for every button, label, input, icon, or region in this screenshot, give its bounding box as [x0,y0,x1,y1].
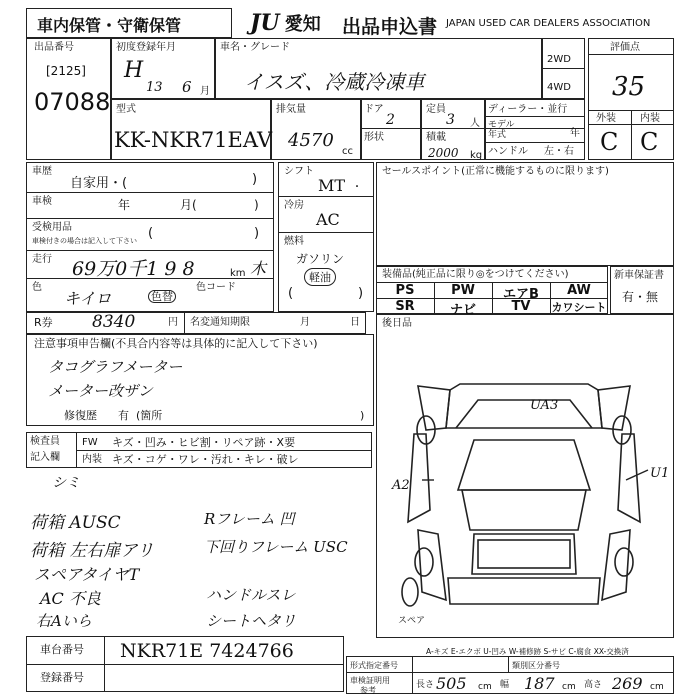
color-label: 色 [32,282,42,293]
shift-label: シフト [284,166,314,177]
handle-label: ハンドル [488,146,528,157]
logo [250,10,321,36]
handle-options: 左・右 [544,146,574,157]
notes-line1: タコグラフメーター [48,358,183,376]
registration-label: 初度登録年月 [116,42,176,53]
model-value: KK-NKR71EAV [114,128,273,152]
registration-month-unit: 月 [200,86,210,97]
remark-left-3: スペアタイヤT [34,565,140,584]
grade-label: 評価点 [610,42,640,53]
remark-right-3: ハンドルスレ [206,586,296,604]
grade-ext-label: 外装 [596,113,616,124]
dim-hei-unit: cm [650,682,664,692]
equipment-navi: ナビ [449,303,476,318]
grade-int-value: C [640,128,659,156]
fuel-open: ( [288,286,294,301]
registration-era: H [124,58,144,83]
warranty-label: 受検用品 [32,222,72,233]
drive-2wd: 2WD [547,54,571,65]
equipment-label: 装備品(純正品に限り◎をつけてください) [382,269,569,280]
inspection-month: 月( [180,198,197,212]
shift-dot: ・ [352,182,362,193]
inspector-extra: シミ [52,475,80,491]
repair-detail: (箇所 [136,409,163,422]
displacement-value: 4570 [288,130,334,151]
equipment-ps: PS [395,283,415,298]
capacity-unit: 人 [470,118,480,129]
damage-legend: A-キズ E-エクボ U-凹み W-補修跡 S-サビ C-腐食 XX-交換済 [426,647,629,656]
dim-label1: 形式指定番号 [350,661,398,670]
inspector-row2-label: 内装 [82,454,102,465]
storage-label: 車内保管・守衛保管 [37,16,182,35]
new-warranty-label: 新車保証書 [614,270,664,281]
dim-len-label: 長さ [416,680,435,690]
warranty-sub: 車検付きの場合は記入して下さい [32,237,137,245]
dim-hei-label: 高さ [584,680,603,690]
dim-label2: 類別区分番号 [512,661,560,670]
remark-left-1: 荷箱 AUSC [30,513,121,533]
repair-close: ) [360,409,365,422]
name-label: 車名・グレード [220,42,290,53]
equipment-aw: AW [567,283,591,298]
aircon-value: AC [316,210,340,229]
mileage-value: 69万0千1 9 8 [72,258,195,280]
equipment-airbag: エアB [503,287,539,302]
inspector-row1-items: キズ・凹み・ヒビ割・リペア跡・X要 [112,436,296,449]
repair-label: 修復歴 [64,409,97,422]
doc-expiry-month: 月 [300,317,310,328]
displacement-unit: cc [342,146,353,157]
rear-items-label: 後日品 [382,318,412,329]
car-name: イスズ、冷蔵冷凍車 [244,70,425,94]
model-year-label1: モデル [488,120,515,130]
inspection-label: 車検 [32,196,52,207]
lot-bracket: [2125] [46,64,86,78]
doc-expiry-day: 日 [350,317,360,328]
recycle-label: R券 [34,316,53,329]
doors-value: 2 [386,112,395,128]
mileage-note: 木 [250,259,267,278]
dim-wid: 187 [524,674,555,693]
grade-int-label: 内装 [640,113,660,124]
dim-len: 505 [436,674,467,693]
dim-hei: 269 [612,674,643,693]
car-damage-diagram [378,330,674,630]
color-code-label: 色コード [196,282,236,293]
dim-label3: 車検証明用 [350,676,390,685]
inspector-label1: 検査員 [30,436,60,447]
model-year-label2: 年式 [488,130,507,140]
repair-value: 有 [118,409,129,422]
sales-point-box [376,162,674,266]
inspection-year: 年 [118,198,131,212]
logo-region: 愛知 [284,14,321,35]
recycle-value: 8340 [92,312,136,332]
warranty-open: ( [148,226,154,241]
model-label: 型式 [116,104,136,115]
dim-wid-label: 幅 [500,680,510,690]
fuel-label: 燃料 [284,236,304,247]
sales-point-label: セールスポイント(正常に機能するものに限ります) [382,166,609,177]
inspection-close: ) [254,198,259,212]
grade-value: 35 [612,72,646,102]
remark-left-2: 荷箱 左右扉アリ [30,541,154,561]
logo-mark: JU [250,10,280,36]
registration-year: 13 [146,80,163,95]
color-value: キイロ [64,289,112,308]
form-title: 出品申込書 [342,16,438,38]
lot-label: 出品番号 [34,42,74,53]
chassis-label: 車台番号 [40,643,84,656]
history-label: 車歴 [32,166,52,177]
remark-left-4: AC 不良 [40,589,101,608]
equipment-pw: PW [451,283,475,298]
doors-label: ドア [364,104,384,115]
plate-label: 登録番号 [40,671,84,684]
dim-label4: 参考 [360,686,376,695]
dim-len-unit: cm [478,682,492,692]
inspector-label2: 記入欄 [30,452,60,463]
mileage-unit: km [230,268,246,279]
drive-4wd: 4WD [547,82,571,93]
shape-label: 形状 [364,132,384,143]
capacity-value: 3 [446,112,455,128]
fuel-diesel: 軽油 [304,268,336,286]
new-warranty-options: 有・無 [622,290,659,304]
doc-expiry-label: 名変通知期限 [190,317,250,328]
notes-line2: メーター改ザン [48,382,153,400]
shift-value: MT [318,176,346,195]
model-year-unit: 年 [570,128,580,139]
diagram-mark-ua3: UA3 [530,398,559,413]
remark-right-2: 下回りフレーム USC [204,538,348,556]
equipment-tv: TV [511,299,531,314]
dim-wid-unit: cm [562,682,576,692]
load-value: 2000 [428,146,459,160]
aircon-label: 冷房 [284,200,304,211]
displacement-label: 排気量 [276,104,306,115]
remark-left-5: 右Aいら [36,612,92,630]
inspector-row1-label: FW [82,437,98,448]
registration-month: 6 [182,78,192,96]
spare-label: スペア [398,616,426,626]
recycle-unit: 円 [168,317,178,328]
history-value: 自家用・( [70,176,128,191]
lot-number: 07088 [34,88,111,116]
load-unit: kg [470,150,483,161]
fuel-value: ガソリン [296,252,345,266]
storage-box [26,8,232,38]
warranty-close: ) [254,226,260,241]
equipment-sr: SR [395,299,415,314]
inspector-row2-items: キズ・コゲ・ワレ・汚れ・キレ・破レ [112,453,299,466]
load-label: 積載 [426,132,446,143]
chassis-value: NKR71E 7424766 [120,640,294,662]
history-close: ) [252,172,258,187]
mileage-label: 走行 [32,254,52,265]
capacity-label: 定員 [426,104,446,115]
association-name: JAPAN USED CAR DEALERS ASSOCIATION [446,18,651,29]
remark-right-4: シートヘタリ [206,612,297,630]
grade-ext-value: C [600,128,619,156]
notes-label: 注意事項申告欄(不具合内容等は具体的に記入して下さい) [34,337,318,350]
dealer-label: ディーラー・並行 [488,104,568,115]
fuel-close: ) [358,286,364,301]
remark-right-1: Rフレーム 凹 [204,510,295,528]
equipment-leather: カワシート [551,301,607,314]
color-change: 色替 [148,290,176,303]
diagram-mark-a2: A2 [392,478,410,493]
diagram-mark-u1: U1 [650,466,670,481]
